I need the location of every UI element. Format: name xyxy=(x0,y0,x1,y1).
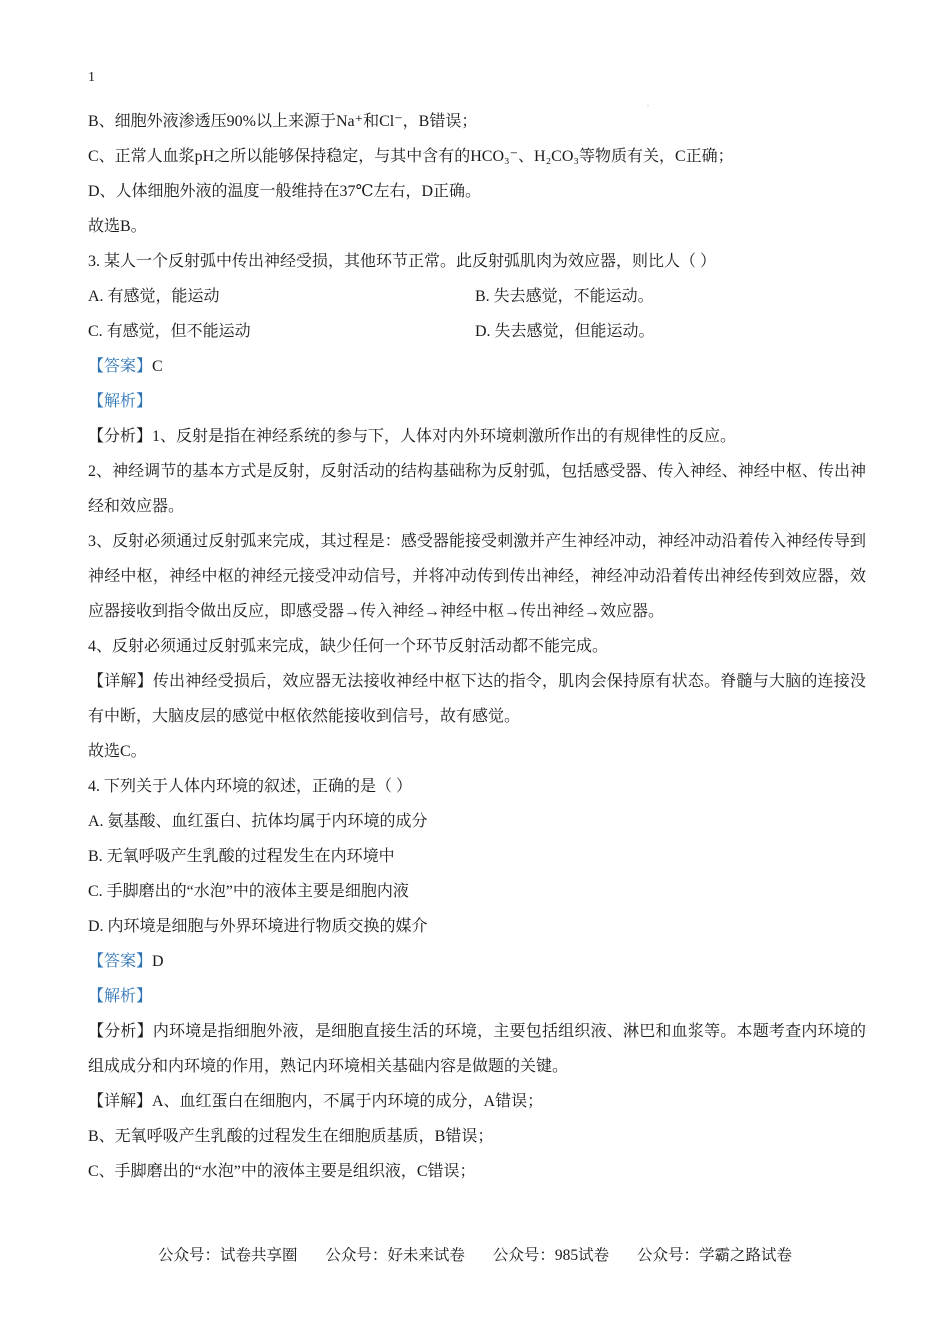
q3-analysis-label: 【解析】 xyxy=(88,393,153,410)
q3-option-c: C. 有感觉，但不能运动 xyxy=(88,323,251,340)
q3-point-4: 4、反射必须通过反射弧来完成，缺少任何一个环节反射活动都不能完成。 xyxy=(88,638,609,655)
answer-label: 【答案】 xyxy=(88,358,153,375)
prev-conclusion: 故选B。 xyxy=(88,218,147,235)
q3-conclusion: 故选C。 xyxy=(88,743,147,760)
footer-item: 公众号：学霸之路试卷 xyxy=(636,1247,792,1264)
footer-item: 公众号：试卷共享圈 xyxy=(158,1247,298,1264)
q4-fenxi: 【分析】内环境是指细胞外液，是细胞直接生活的环境，主要包括组织液、淋巴和血浆等。本题考查内环境的组成成分和内环境的作用，熟记内环境相关基础内容是做题的关键。 xyxy=(88,1023,866,1075)
stray-mark: . xyxy=(647,99,649,108)
q3-answer xyxy=(88,349,866,384)
q4-option-d: D. 内环境是细胞与外界环境进行物质交换的媒介 xyxy=(88,918,428,935)
q4-answer xyxy=(88,944,866,979)
q3-option-b: B. 失去感觉，不能运动。 xyxy=(475,288,654,305)
footer-item: 公众号：985试卷 xyxy=(492,1247,610,1264)
q4-option-b: B. 无氧呼吸产生乳酸的过程发生在内环境中 xyxy=(88,848,395,865)
q3-stem: 3. 某人一个反射弧中传出神经受损，其他环节正常。此反射弧肌肉为效应器，则比人（ ） xyxy=(88,253,717,270)
q3-xiangjie: 【详解】传出神经受损后，效应器无法接收神经中枢下达的指令，肌肉会保持原有状态。脊髓与大脑的连接没有中断，大脑皮层的感觉中枢依然能接收到信号，故有感觉。 xyxy=(88,673,866,725)
q4-option-a: A. 氨基酸、血红蛋白、抗体均属于内环境的成分 xyxy=(88,813,428,830)
q4-option-c: C. 手脚磨出的“水泡”中的液体主要是细胞内液 xyxy=(88,883,409,900)
q4-xiangjie-a: 【详解】A、血红蛋白在细胞内，不属于内环境的成分，A错误； xyxy=(88,1093,544,1110)
q4-answer-value: D xyxy=(152,953,164,970)
answer-label: 【答案】 xyxy=(88,953,153,970)
document-body xyxy=(88,104,866,1189)
q3-options-row-1 xyxy=(88,279,866,314)
prev-explanation-b: B、细胞外液渗透压90%以上来源于Na⁺和Cl⁻，B错误； xyxy=(88,113,478,130)
q3-options-row-2 xyxy=(88,314,866,349)
q3-point-2: 2、神经调节的基本方式是反射，反射活动的结构基础称为反射弧，包括感受器、传入神经、神经中枢、传出神经和效应器。 xyxy=(88,463,866,515)
footer xyxy=(0,1243,950,1265)
q3-answer-value: C xyxy=(152,358,163,375)
q4-analysis-label: 【解析】 xyxy=(88,988,153,1005)
page-number: 1 xyxy=(88,70,95,85)
q4-xiangjie-b: B、无氧呼吸产生乳酸的过程发生在细胞质基质，B错误； xyxy=(88,1128,494,1145)
q4-xiangjie-c: C、手脚磨出的“水泡”中的液体主要是组织液，C错误； xyxy=(88,1163,476,1180)
q3-option-a: A. 有感觉，能运动 xyxy=(88,288,220,305)
q4-stem: 4. 下列关于人体内环境的叙述，正确的是（ ） xyxy=(88,778,413,795)
prev-explanation-d: D、人体细胞外液的温度一般维持在37℃左右，D正确。 xyxy=(88,183,482,200)
q3-fenxi: 【分析】1、反射是指在神经系统的参与下，人体对内外环境刺激所作出的有规律性的反应。 xyxy=(88,428,737,445)
prev-explanation-c: C、正常人血浆pH之所以能够保持稳定，与其中含有的HCO₃⁻、H₂CO₃等物质有关，C正确； xyxy=(88,148,734,165)
q3-point-3: 3、反射必须通过反射弧来完成，其过程是：感受器能接受刺激并产生神经冲动，神经冲动沿着传入神经传导到神经中枢，神经中枢的神经元接受冲动信号，并将冲动传到传出神经，神经冲动沿着传出神经传到效应器，效应器接收到指令做出反应，即感受器→传入神经→神经中枢→传出神经→效应器。 xyxy=(88,533,866,620)
q3-option-d: D. 失去感觉，但能运动。 xyxy=(475,323,655,340)
footer-item: 公众号：好未来试卷 xyxy=(325,1247,465,1264)
